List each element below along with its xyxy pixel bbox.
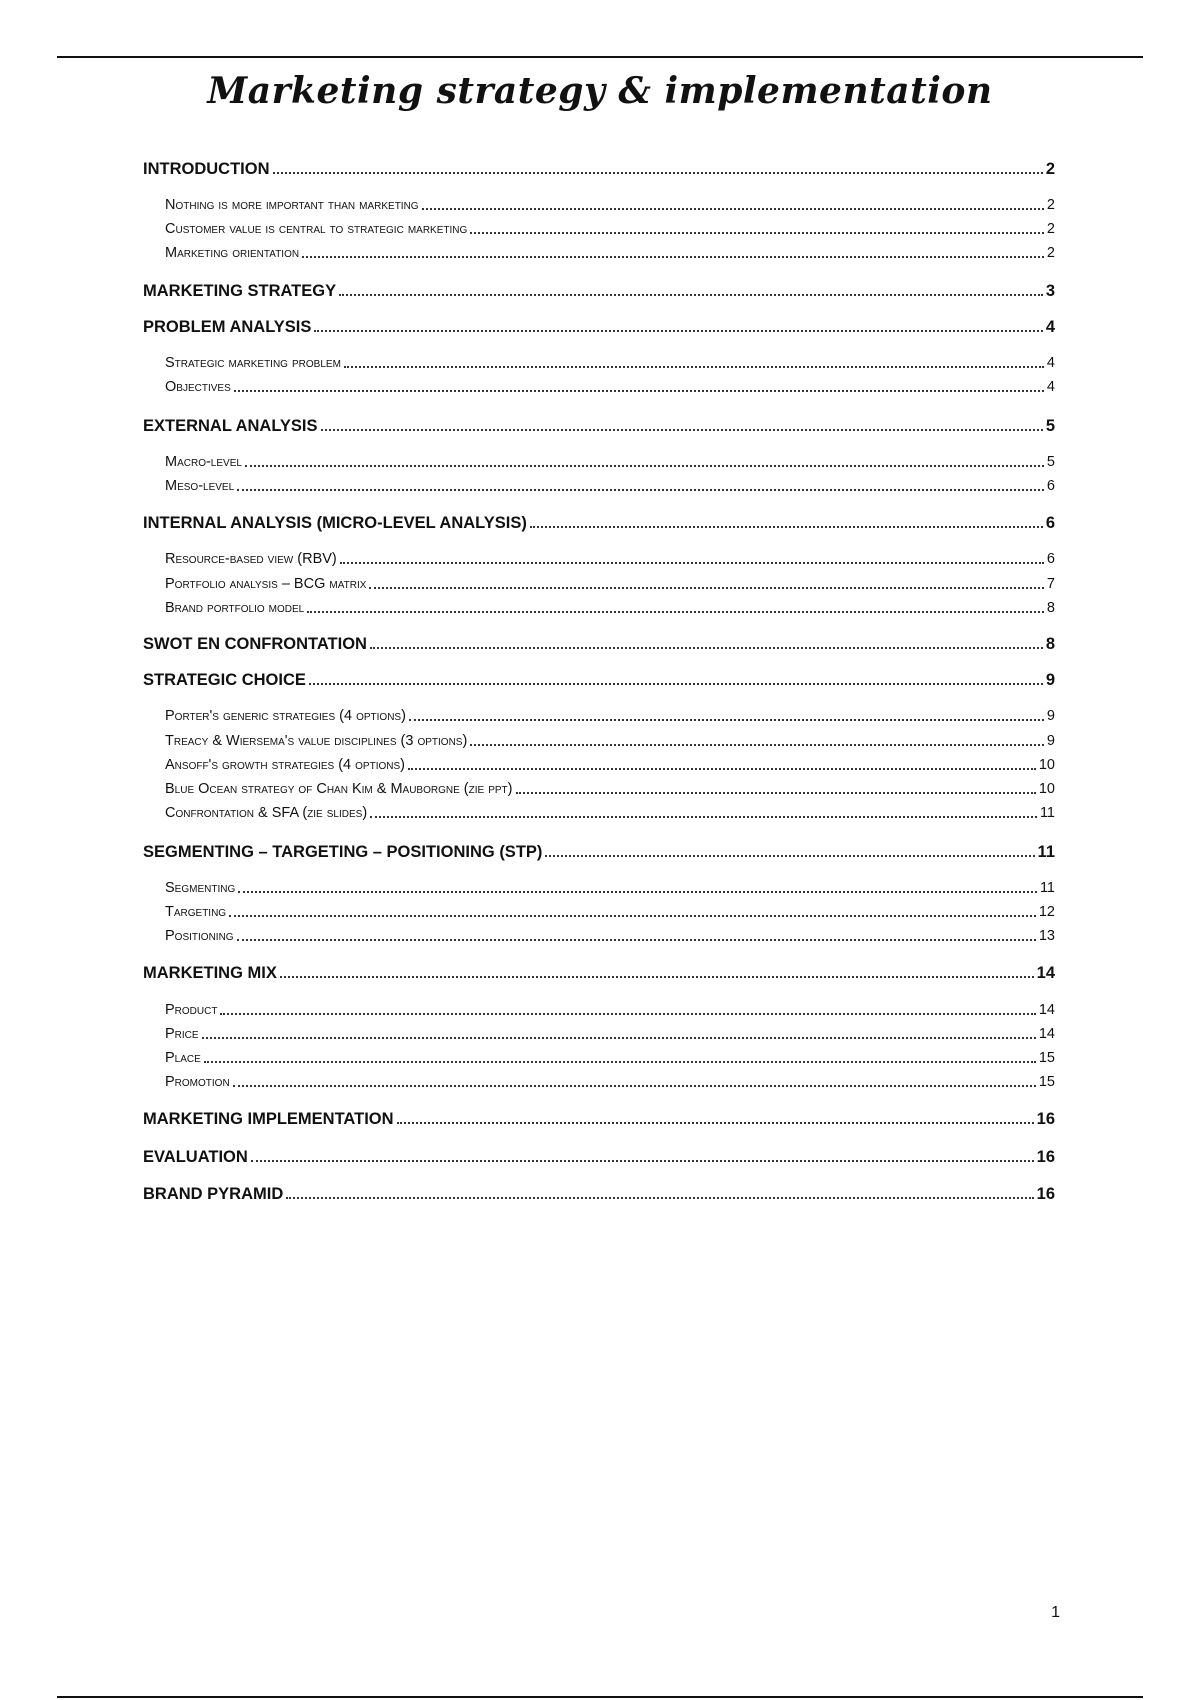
dot-leader bbox=[202, 1037, 1036, 1039]
toc-entry-page: 4 bbox=[1046, 355, 1055, 371]
toc-entry-label: Targeting bbox=[165, 904, 227, 920]
toc-entry-page: 15 bbox=[1038, 1050, 1055, 1066]
toc-subentry[interactable] bbox=[165, 777, 1055, 799]
dot-leader bbox=[238, 891, 1037, 893]
toc-entry-page: 15 bbox=[1038, 1074, 1055, 1090]
toc-entry-page: 14 bbox=[1038, 1002, 1055, 1018]
toc-heading-entry[interactable] bbox=[143, 668, 1055, 690]
toc-subentry[interactable] bbox=[165, 474, 1055, 496]
toc-entry-label: PROBLEM ANALYSIS bbox=[143, 318, 312, 336]
toc-heading-entry[interactable] bbox=[143, 511, 1055, 533]
toc-entry-page: 6 bbox=[1045, 514, 1055, 532]
dot-leader bbox=[237, 939, 1036, 941]
toc-entry-page: 11 bbox=[1037, 843, 1055, 861]
toc-subentry[interactable] bbox=[165, 753, 1055, 775]
toc-entry-label: Customer value is central to strategic marketing bbox=[165, 221, 468, 237]
toc-subentry[interactable] bbox=[165, 193, 1055, 215]
toc-heading-entry[interactable] bbox=[143, 961, 1055, 983]
document-title: Marketing strategy & implementation bbox=[207, 70, 993, 112]
toc-entry-label: Price bbox=[165, 1026, 199, 1042]
toc-entry-label: Promotion bbox=[165, 1074, 230, 1090]
toc-heading-entry[interactable] bbox=[143, 279, 1055, 301]
dot-leader bbox=[344, 366, 1044, 368]
dot-leader bbox=[229, 915, 1036, 917]
dot-leader bbox=[516, 792, 1036, 794]
toc-subentry[interactable] bbox=[165, 241, 1055, 263]
toc-entry-page: 10 bbox=[1038, 757, 1055, 773]
toc-subentry[interactable] bbox=[165, 1022, 1055, 1044]
toc-subentry[interactable] bbox=[165, 801, 1055, 823]
toc-entry-label: INTERNAL ANALYSIS (MICRO-LEVEL ANALYSIS) bbox=[143, 514, 527, 532]
dot-leader bbox=[339, 294, 1043, 296]
toc-entry-label: Nothing is more important than marketing bbox=[165, 197, 419, 213]
toc-subentry[interactable] bbox=[165, 1046, 1055, 1068]
toc-entry-page: 13 bbox=[1038, 928, 1055, 944]
dot-leader bbox=[307, 611, 1044, 613]
toc-subentry[interactable] bbox=[165, 998, 1055, 1020]
toc-entry-page: 14 bbox=[1038, 1026, 1055, 1042]
toc-entry-page: 5 bbox=[1045, 417, 1055, 435]
toc-entry-page: 6 bbox=[1046, 551, 1055, 567]
dot-leader bbox=[397, 1122, 1034, 1124]
toc-subentry[interactable] bbox=[165, 1070, 1055, 1092]
dot-leader bbox=[470, 744, 1044, 746]
dot-leader bbox=[245, 465, 1044, 467]
toc-entry-page: 16 bbox=[1036, 1148, 1055, 1166]
toc-heading-entry[interactable] bbox=[143, 840, 1055, 862]
toc-entry-page: 2 bbox=[1046, 197, 1055, 213]
toc-entry-page: 12 bbox=[1038, 904, 1055, 920]
toc-entry-page: 2 bbox=[1046, 221, 1055, 237]
toc-entry-label: Segmenting bbox=[165, 880, 236, 896]
toc-subentry[interactable] bbox=[165, 596, 1055, 618]
dot-leader bbox=[204, 1061, 1036, 1063]
toc-subentry[interactable] bbox=[165, 217, 1055, 239]
toc-entry-page: 2 bbox=[1046, 245, 1055, 261]
dot-leader bbox=[234, 390, 1044, 392]
toc-entry-label: STRATEGIC CHOICE bbox=[143, 671, 306, 689]
toc-entry-page: 8 bbox=[1046, 600, 1055, 616]
dot-leader bbox=[409, 719, 1044, 721]
dot-leader bbox=[422, 208, 1044, 210]
toc-entry-label: Place bbox=[165, 1050, 201, 1066]
toc-entry-label: Porter's generic strategies (4 options) bbox=[165, 708, 406, 724]
toc-entry-label: SEGMENTING – TARGETING – POSITIONING (STP) bbox=[143, 843, 543, 861]
toc-entry-label: Portfolio analysis – BCG matrix bbox=[165, 576, 367, 592]
toc-heading-entry[interactable] bbox=[143, 414, 1055, 436]
toc-heading-entry[interactable] bbox=[143, 315, 1055, 337]
toc-heading-entry[interactable] bbox=[143, 1182, 1055, 1204]
dot-leader bbox=[233, 1085, 1036, 1087]
toc-entry-page: 10 bbox=[1038, 781, 1055, 797]
toc-entry-page: 16 bbox=[1036, 1110, 1055, 1128]
toc-entry-page: 11 bbox=[1039, 805, 1055, 821]
dot-leader bbox=[237, 489, 1044, 491]
dot-leader bbox=[321, 429, 1043, 431]
toc-entry-label: Macro-level bbox=[165, 454, 242, 470]
toc-heading-entry[interactable] bbox=[143, 632, 1055, 654]
dot-leader bbox=[280, 976, 1034, 978]
dot-leader bbox=[309, 683, 1043, 685]
toc-entry-label: Blue Ocean strategy of Chan Kim & Mauborgne (zie ppt) bbox=[165, 781, 513, 797]
toc-entry-label: MARKETING IMPLEMENTATION bbox=[143, 1110, 394, 1128]
toc-entry-label: EXTERNAL ANALYSIS bbox=[143, 417, 318, 435]
dot-leader bbox=[370, 816, 1037, 818]
toc-entry-label: MARKETING STRATEGY bbox=[143, 282, 337, 300]
toc-subentry[interactable] bbox=[165, 351, 1055, 373]
dot-leader bbox=[251, 1160, 1034, 1162]
dot-leader bbox=[530, 526, 1043, 528]
toc-entry-label: Confrontation & SFA (zie slides) bbox=[165, 805, 368, 821]
dot-leader bbox=[302, 256, 1044, 258]
toc-subentry[interactable] bbox=[165, 729, 1055, 751]
bottom-rule bbox=[57, 1696, 1143, 1698]
toc-entry-label: INTRODUCTION bbox=[143, 160, 270, 178]
toc-entry-page: 16 bbox=[1036, 1185, 1055, 1203]
toc-subentry[interactable] bbox=[165, 450, 1055, 472]
page-number: 1 bbox=[1051, 1604, 1060, 1621]
dot-leader bbox=[314, 330, 1042, 332]
toc-entry-page: 4 bbox=[1045, 318, 1055, 336]
dot-leader bbox=[408, 768, 1036, 770]
toc-entry-page: 4 bbox=[1046, 379, 1055, 395]
toc-entry-page: 5 bbox=[1046, 454, 1055, 470]
toc-subentry[interactable] bbox=[165, 572, 1055, 594]
toc-subentry[interactable] bbox=[165, 704, 1055, 726]
dot-leader bbox=[545, 855, 1034, 857]
toc-entry-label: Marketing orientation bbox=[165, 245, 300, 261]
toc-entry-label: Product bbox=[165, 1002, 218, 1018]
toc-entry-page: 9 bbox=[1046, 708, 1055, 724]
toc-subentry[interactable] bbox=[165, 876, 1055, 898]
toc-entry-label: SWOT EN CONFRONTATION bbox=[143, 635, 367, 653]
toc-entry-label: Strategic marketing problem bbox=[165, 355, 341, 371]
toc-entry-page: 7 bbox=[1046, 576, 1055, 592]
toc-heading-entry[interactable] bbox=[143, 157, 1055, 179]
toc-entry-page: 9 bbox=[1045, 671, 1055, 689]
toc-entry-page: 14 bbox=[1036, 964, 1055, 982]
toc-subentry[interactable] bbox=[165, 900, 1055, 922]
toc-subentry[interactable] bbox=[165, 924, 1055, 946]
toc-subentry[interactable] bbox=[165, 547, 1055, 569]
toc-entry-label: Ansoff's growth strategies (4 options) bbox=[165, 757, 405, 773]
dot-leader bbox=[273, 172, 1043, 174]
toc-entry-page: 2 bbox=[1045, 160, 1055, 178]
dot-leader bbox=[470, 232, 1044, 234]
dot-leader bbox=[220, 1013, 1035, 1015]
toc-entry-label: Meso-level bbox=[165, 478, 235, 494]
toc-subentry[interactable] bbox=[165, 375, 1055, 397]
toc-entry-label: Treacy & Wiersema's value disciplines (3 options) bbox=[165, 733, 468, 749]
toc-entry-label: BRAND PYRAMID bbox=[143, 1185, 284, 1203]
toc-entry-label: Brand portfolio model bbox=[165, 600, 305, 616]
dot-leader bbox=[286, 1197, 1033, 1199]
toc-entry-label: EVALUATION bbox=[143, 1148, 248, 1166]
toc-entry-page: 3 bbox=[1045, 282, 1055, 300]
toc-entry-page: 6 bbox=[1046, 478, 1055, 494]
dot-leader bbox=[370, 647, 1043, 649]
toc-entry-label: Resource-based view (RBV) bbox=[165, 551, 337, 567]
toc-entry-label: Positioning bbox=[165, 928, 234, 944]
dot-leader bbox=[369, 587, 1044, 589]
toc-entry-page: 8 bbox=[1045, 635, 1055, 653]
toc-heading-entry[interactable] bbox=[143, 1107, 1055, 1129]
toc-entry-label: MARKETING MIX bbox=[143, 964, 277, 982]
dot-leader bbox=[340, 562, 1044, 564]
toc-entry-page: 9 bbox=[1046, 733, 1055, 749]
toc-heading-entry[interactable] bbox=[143, 1145, 1055, 1167]
toc-entry-page: 11 bbox=[1039, 880, 1055, 896]
toc-entry-label: Objectives bbox=[165, 379, 231, 395]
